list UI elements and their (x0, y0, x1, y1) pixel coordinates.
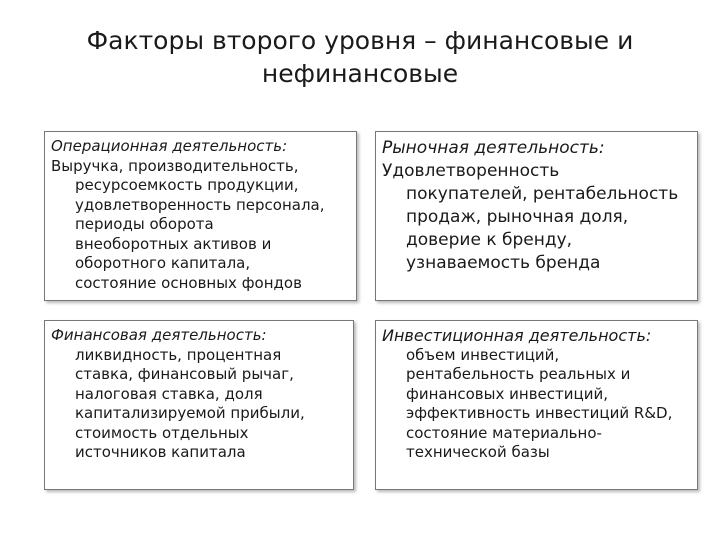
operational-activity-box (44, 131, 357, 301)
market-activity-box (375, 131, 698, 301)
investment-activity-line: финансовых инвестиций, (406, 384, 608, 403)
page-title-line-1: Факторы второго уровня – финансовые и (86, 26, 634, 55)
financial-activity-box (44, 320, 354, 490)
market-activity-line: продаж, рыночная доля, (406, 207, 629, 227)
investment-activity-line: технической базы (406, 443, 550, 461)
operational-activity-heading: Операционная деятельность: (51, 137, 288, 155)
investment-activity-line: эффективность инвестиций R&D, (406, 404, 673, 422)
financial-activity-line: источников капитала (75, 443, 246, 461)
operational-activity-line: ресурсоемкость продукции, (75, 176, 299, 194)
operational-activity-line: периоды оборота (75, 215, 214, 233)
market-activity-line: доверие к бренду, (406, 230, 573, 250)
operational-activity-line: оборотного капитала, (75, 254, 251, 272)
investment-activity-line: состояние материально- (406, 423, 602, 442)
operational-activity-line: удовлетворенность персонала, (75, 195, 325, 214)
operational-activity-line: состояние основных фондов (75, 273, 302, 292)
financial-activity-line: ликвидность, процентная (75, 345, 282, 364)
market-activity-heading: Рыночная деятельность: (382, 138, 605, 158)
financial-activity-line: капитализируемой прибыли, (75, 404, 305, 422)
investment-activity-line: рентабельность реальных и (406, 365, 631, 383)
investment-activity-line: объем инвестиций, (406, 345, 560, 364)
market-activity-line: покупателей, рентабельность (406, 184, 679, 204)
page-title-line-2: нефинансовые (261, 59, 459, 88)
market-activity-line: Удовлетворенность (382, 161, 560, 181)
financial-activity-line: стоимость отдельных (75, 423, 249, 442)
market-activity-line: узнаваемость бренда (406, 253, 601, 273)
financial-activity-heading: Финансовая деятельность: (51, 326, 267, 344)
page-title (60, 24, 660, 90)
operational-activity-line: внеоборотных активов и (75, 234, 272, 253)
operational-activity-line: Выручка, производительность, (51, 156, 299, 175)
investment-activity-box (375, 320, 698, 490)
financial-activity-line: ставка, финансовый рычаг, (75, 365, 294, 383)
financial-activity-line: налоговая ставка, доля (75, 384, 263, 403)
investment-activity-heading: Инвестиционная деятельность: (382, 326, 652, 345)
